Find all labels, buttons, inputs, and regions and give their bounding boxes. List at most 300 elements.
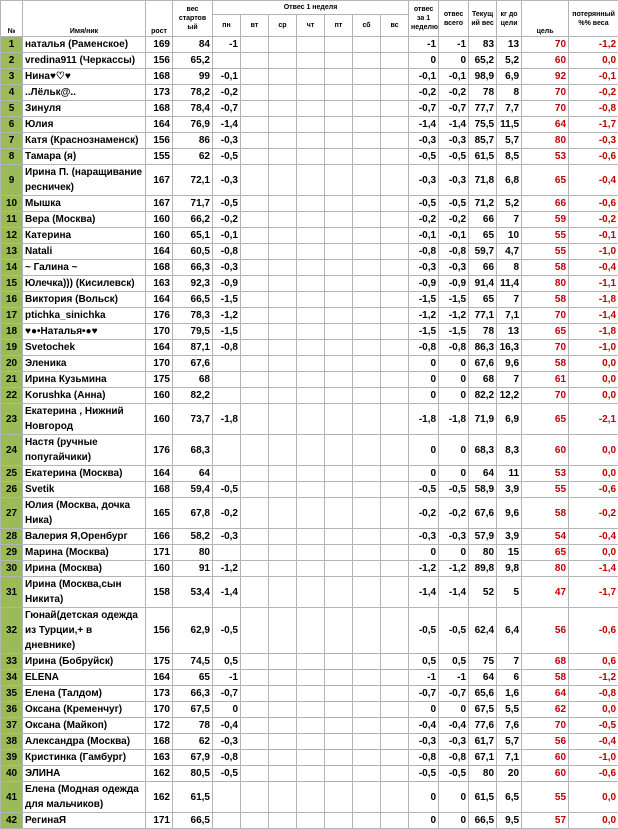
monday-cell: -1,8 (213, 404, 241, 435)
table-row (1, 718, 618, 734)
lost-pct-cell: -0,8 (569, 686, 618, 702)
kg-to-goal-cell: 7 (497, 212, 522, 228)
current-weight-cell: 67,6 (469, 498, 497, 529)
wednesday-cell (269, 466, 297, 482)
table-row (1, 577, 618, 608)
tuesday-cell (241, 498, 269, 529)
participant-name: Мышка (23, 196, 146, 212)
height-cell: 168 (146, 482, 173, 498)
tuesday-cell (241, 308, 269, 324)
row-number: 1 (1, 37, 23, 53)
thursday-cell (297, 545, 325, 561)
goal-cell: 62 (522, 702, 569, 718)
thursday-cell (297, 750, 325, 766)
goal-cell: 47 (522, 577, 569, 608)
lost-pct-cell: -0,6 (569, 196, 618, 212)
table-row (1, 372, 618, 388)
total-loss-cell: 0,5 (439, 654, 469, 670)
thursday-cell (297, 734, 325, 750)
table-row (1, 228, 618, 244)
row-number: 41 (1, 782, 23, 813)
saturday-cell (353, 292, 381, 308)
goal-cell: 80 (522, 133, 569, 149)
total-loss-cell: -1,2 (439, 308, 469, 324)
table-row (1, 324, 618, 340)
monday-cell (213, 435, 241, 466)
monday-cell: -0,3 (213, 529, 241, 545)
header-name: Имя/ник (23, 1, 146, 37)
total-loss-cell: -1,2 (439, 561, 469, 577)
monday-cell: -0,1 (213, 228, 241, 244)
tuesday-cell (241, 101, 269, 117)
wednesday-cell (269, 292, 297, 308)
table-row (1, 53, 618, 69)
current-weight-cell: 68,3 (469, 435, 497, 466)
row-number: 27 (1, 498, 23, 529)
friday-cell (325, 686, 353, 702)
start-weight-cell: 84 (173, 37, 213, 53)
thursday-cell (297, 482, 325, 498)
height-cell: 170 (146, 702, 173, 718)
goal-cell: 55 (522, 482, 569, 498)
row-number: 14 (1, 260, 23, 276)
kg-to-goal-cell: 13 (497, 37, 522, 53)
thursday-cell (297, 372, 325, 388)
friday-cell (325, 324, 353, 340)
total-loss-cell: 0 (439, 782, 469, 813)
height-cell: 158 (146, 577, 173, 608)
friday-cell (325, 356, 353, 372)
week-loss-cell: 0 (409, 545, 439, 561)
thursday-cell (297, 85, 325, 101)
participant-name: ptichka_sinichka (23, 308, 146, 324)
goal-cell: 65 (522, 545, 569, 561)
table-row (1, 498, 618, 529)
lost-pct-cell: -0,4 (569, 260, 618, 276)
goal-cell: 53 (522, 466, 569, 482)
header-day: чт (297, 15, 325, 37)
height-cell: 160 (146, 212, 173, 228)
saturday-cell (353, 782, 381, 813)
start-weight-cell: 66,3 (173, 686, 213, 702)
table-row (1, 133, 618, 149)
friday-cell (325, 654, 353, 670)
week-loss-cell: -0,2 (409, 212, 439, 228)
goal-cell: 64 (522, 117, 569, 133)
lost-pct-cell: -0,2 (569, 85, 618, 101)
kg-to-goal-cell: 7,7 (497, 101, 522, 117)
total-loss-cell: -0,8 (439, 750, 469, 766)
saturday-cell (353, 750, 381, 766)
table-row (1, 561, 618, 577)
week-loss-cell: 0 (409, 388, 439, 404)
wednesday-cell (269, 133, 297, 149)
tuesday-cell (241, 372, 269, 388)
week-loss-cell: -0,5 (409, 766, 439, 782)
sunday-cell (381, 750, 409, 766)
current-weight-cell: 80 (469, 766, 497, 782)
saturday-cell (353, 686, 381, 702)
start-weight-cell: 78,3 (173, 308, 213, 324)
monday-cell: -0,9 (213, 276, 241, 292)
start-weight-cell: 67,9 (173, 750, 213, 766)
header-day: ср (269, 15, 297, 37)
row-number: 28 (1, 529, 23, 545)
thursday-cell (297, 561, 325, 577)
monday-cell: -0,5 (213, 196, 241, 212)
table-row (1, 69, 618, 85)
current-weight-cell: 71,2 (469, 196, 497, 212)
height-cell: 164 (146, 466, 173, 482)
start-weight-cell: 86 (173, 133, 213, 149)
lost-pct-cell: 0,0 (569, 53, 618, 69)
header-day: пт (325, 15, 353, 37)
thursday-cell (297, 388, 325, 404)
wednesday-cell (269, 340, 297, 356)
monday-cell: -0,8 (213, 750, 241, 766)
total-loss-cell: -0,8 (439, 244, 469, 260)
total-loss-cell: 0 (439, 435, 469, 466)
start-weight-cell: 62 (173, 734, 213, 750)
kg-to-goal-cell: 7,1 (497, 308, 522, 324)
monday-cell (213, 545, 241, 561)
kg-to-goal-cell: 4,7 (497, 244, 522, 260)
thursday-cell (297, 686, 325, 702)
saturday-cell (353, 165, 381, 196)
saturday-cell (353, 545, 381, 561)
lost-pct-cell: -1,7 (569, 117, 618, 133)
thursday-cell (297, 670, 325, 686)
lost-pct-cell: -0,8 (569, 101, 618, 117)
total-loss-cell: -0,3 (439, 133, 469, 149)
height-cell: 160 (146, 561, 173, 577)
wednesday-cell (269, 545, 297, 561)
week-loss-cell: -0,7 (409, 686, 439, 702)
start-weight-cell: 71,7 (173, 196, 213, 212)
current-weight-cell: 78 (469, 85, 497, 101)
table-row (1, 340, 618, 356)
participant-name: Вера (Москва) (23, 212, 146, 228)
current-weight-cell: 59,7 (469, 244, 497, 260)
sunday-cell (381, 782, 409, 813)
lost-pct-cell: -1,0 (569, 340, 618, 356)
total-loss-cell: -0,9 (439, 276, 469, 292)
friday-cell (325, 466, 353, 482)
week-loss-cell: -0,3 (409, 529, 439, 545)
tuesday-cell (241, 356, 269, 372)
lost-pct-cell: 0,0 (569, 388, 618, 404)
participant-name: Ирина Кузьмина (23, 372, 146, 388)
kg-to-goal-cell: 1,6 (497, 686, 522, 702)
table-row (1, 308, 618, 324)
wednesday-cell (269, 482, 297, 498)
friday-cell (325, 276, 353, 292)
goal-cell: 58 (522, 356, 569, 372)
start-weight-cell: 61,5 (173, 782, 213, 813)
header-week-title: Отвес 1 неделя (213, 1, 409, 15)
goal-cell: 55 (522, 228, 569, 244)
start-weight-cell: 65,2 (173, 53, 213, 69)
lost-pct-cell: 0,6 (569, 654, 618, 670)
total-loss-cell: 0 (439, 356, 469, 372)
participant-name: Ирина (Москва) (23, 561, 146, 577)
wednesday-cell (269, 149, 297, 165)
thursday-cell (297, 356, 325, 372)
participant-name: Виктория (Вольск) (23, 292, 146, 308)
sunday-cell (381, 212, 409, 228)
wednesday-cell (269, 69, 297, 85)
wednesday-cell (269, 435, 297, 466)
table-row (1, 260, 618, 276)
table-row (1, 670, 618, 686)
tuesday-cell (241, 404, 269, 435)
kg-to-goal-cell: 16,3 (497, 340, 522, 356)
sunday-cell (381, 577, 409, 608)
tuesday-cell (241, 766, 269, 782)
week-loss-cell: -0,3 (409, 165, 439, 196)
table-row (1, 117, 618, 133)
thursday-cell (297, 435, 325, 466)
lost-pct-cell: -1,2 (569, 670, 618, 686)
kg-to-goal-cell: 15 (497, 545, 522, 561)
current-weight-cell: 82,2 (469, 388, 497, 404)
lost-pct-cell: -0,6 (569, 766, 618, 782)
saturday-cell (353, 372, 381, 388)
kg-to-goal-cell: 7 (497, 372, 522, 388)
tuesday-cell (241, 388, 269, 404)
thursday-cell (297, 196, 325, 212)
height-cell: 173 (146, 85, 173, 101)
table-row (1, 165, 618, 196)
week-loss-cell: -0,3 (409, 133, 439, 149)
friday-cell (325, 813, 353, 829)
lost-pct-cell: -1,2 (569, 37, 618, 53)
tuesday-cell (241, 813, 269, 829)
thursday-cell (297, 498, 325, 529)
height-cell: 168 (146, 69, 173, 85)
table-row (1, 292, 618, 308)
monday-cell (213, 813, 241, 829)
thursday-cell (297, 782, 325, 813)
saturday-cell (353, 529, 381, 545)
table-body (1, 37, 618, 829)
wednesday-cell (269, 766, 297, 782)
friday-cell (325, 244, 353, 260)
wednesday-cell (269, 37, 297, 53)
sunday-cell (381, 292, 409, 308)
sunday-cell (381, 529, 409, 545)
table-row (1, 276, 618, 292)
total-loss-cell: -0,4 (439, 718, 469, 734)
friday-cell (325, 404, 353, 435)
kg-to-goal-cell: 9,5 (497, 813, 522, 829)
participant-name: Ирина (Бобруйск) (23, 654, 146, 670)
goal-cell: 58 (522, 498, 569, 529)
current-weight-cell: 61,7 (469, 734, 497, 750)
participant-name: Natali (23, 244, 146, 260)
height-cell: 171 (146, 813, 173, 829)
sunday-cell (381, 372, 409, 388)
sunday-cell (381, 766, 409, 782)
week-loss-cell: -0,5 (409, 196, 439, 212)
saturday-cell (353, 356, 381, 372)
saturday-cell (353, 69, 381, 85)
sunday-cell (381, 165, 409, 196)
total-loss-cell: -1,4 (439, 577, 469, 608)
saturday-cell (353, 149, 381, 165)
week-loss-cell: -0,8 (409, 750, 439, 766)
start-weight-cell: 65,1 (173, 228, 213, 244)
current-weight-cell: 75,5 (469, 117, 497, 133)
header-current-weight: Текущ ий вес (469, 1, 497, 37)
participant-name: Svetik (23, 482, 146, 498)
saturday-cell (353, 324, 381, 340)
saturday-cell (353, 608, 381, 654)
tuesday-cell (241, 324, 269, 340)
sunday-cell (381, 813, 409, 829)
table-row (1, 545, 618, 561)
wednesday-cell (269, 308, 297, 324)
saturday-cell (353, 670, 381, 686)
total-loss-cell: -0,7 (439, 101, 469, 117)
week-loss-cell: -1 (409, 37, 439, 53)
kg-to-goal-cell: 7 (497, 292, 522, 308)
lost-pct-cell: -0,6 (569, 149, 618, 165)
start-weight-cell: 58,2 (173, 529, 213, 545)
row-number: 17 (1, 308, 23, 324)
table-row (1, 750, 618, 766)
goal-cell: 70 (522, 37, 569, 53)
header-start-weight: вес стартов ый (173, 1, 213, 37)
week-loss-cell: -1,4 (409, 117, 439, 133)
monday-cell: -0,8 (213, 244, 241, 260)
row-number: 32 (1, 608, 23, 654)
start-weight-cell: 68,3 (173, 435, 213, 466)
kg-to-goal-cell: 5,7 (497, 734, 522, 750)
current-weight-cell: 62,4 (469, 608, 497, 654)
week-loss-cell: 0 (409, 435, 439, 466)
kg-to-goal-cell: 5,2 (497, 53, 522, 69)
current-weight-cell: 61,5 (469, 149, 497, 165)
monday-cell (213, 356, 241, 372)
height-cell: 164 (146, 244, 173, 260)
table-row (1, 766, 618, 782)
wednesday-cell (269, 212, 297, 228)
week-loss-cell: 0 (409, 782, 439, 813)
height-cell: 170 (146, 356, 173, 372)
total-loss-cell: -0,8 (439, 340, 469, 356)
thursday-cell (297, 577, 325, 608)
goal-cell: 60 (522, 53, 569, 69)
row-number: 30 (1, 561, 23, 577)
height-cell: 162 (146, 782, 173, 813)
row-number: 39 (1, 750, 23, 766)
tuesday-cell (241, 577, 269, 608)
lost-pct-cell: -0,2 (569, 498, 618, 529)
row-number: 18 (1, 324, 23, 340)
row-number: 37 (1, 718, 23, 734)
total-loss-cell: -0,5 (439, 482, 469, 498)
total-loss-cell: -0,3 (439, 734, 469, 750)
kg-to-goal-cell: 5,2 (497, 196, 522, 212)
sunday-cell (381, 196, 409, 212)
sunday-cell (381, 498, 409, 529)
goal-cell: 60 (522, 766, 569, 782)
total-loss-cell: 0 (439, 466, 469, 482)
week-loss-cell: 0 (409, 356, 439, 372)
wednesday-cell (269, 529, 297, 545)
start-weight-cell: 99 (173, 69, 213, 85)
height-cell: 156 (146, 133, 173, 149)
current-weight-cell: 52 (469, 577, 497, 608)
current-weight-cell: 66,5 (469, 813, 497, 829)
row-number: 5 (1, 101, 23, 117)
current-weight-cell: 85,7 (469, 133, 497, 149)
tuesday-cell (241, 718, 269, 734)
height-cell: 173 (146, 686, 173, 702)
week-loss-cell: -0,7 (409, 101, 439, 117)
tuesday-cell (241, 133, 269, 149)
participant-name: Екатерина (Москва) (23, 466, 146, 482)
goal-cell: 55 (522, 244, 569, 260)
kg-to-goal-cell: 3,9 (497, 529, 522, 545)
sunday-cell (381, 466, 409, 482)
total-loss-cell: -1 (439, 670, 469, 686)
thursday-cell (297, 813, 325, 829)
thursday-cell (297, 404, 325, 435)
kg-to-goal-cell: 6,9 (497, 69, 522, 85)
wednesday-cell (269, 260, 297, 276)
total-loss-cell: -0,5 (439, 196, 469, 212)
wednesday-cell (269, 404, 297, 435)
tuesday-cell (241, 196, 269, 212)
saturday-cell (353, 340, 381, 356)
row-number: 19 (1, 340, 23, 356)
sunday-cell (381, 260, 409, 276)
total-loss-cell: -1,8 (439, 404, 469, 435)
friday-cell (325, 702, 353, 718)
lost-pct-cell: 0,0 (569, 782, 618, 813)
tuesday-cell (241, 435, 269, 466)
friday-cell (325, 372, 353, 388)
participant-name: Гюнай(детская одежда из Турции,+ в дневнике) (23, 608, 146, 654)
row-number: 35 (1, 686, 23, 702)
participant-name: Екатерина , Нижний Новгород (23, 404, 146, 435)
height-cell: 160 (146, 404, 173, 435)
friday-cell (325, 308, 353, 324)
kg-to-goal-cell: 7,1 (497, 750, 522, 766)
saturday-cell (353, 117, 381, 133)
total-loss-cell: -0,5 (439, 608, 469, 654)
start-weight-cell: 79,5 (173, 324, 213, 340)
sunday-cell (381, 276, 409, 292)
thursday-cell (297, 117, 325, 133)
kg-to-goal-cell: 13 (497, 324, 522, 340)
friday-cell (325, 766, 353, 782)
kg-to-goal-cell: 6,5 (497, 782, 522, 813)
wednesday-cell (269, 356, 297, 372)
participant-name: Юлечка))) (Кисилевск) (23, 276, 146, 292)
monday-cell: -0,2 (213, 212, 241, 228)
current-weight-cell: 67,1 (469, 750, 497, 766)
sunday-cell (381, 686, 409, 702)
goal-cell: 70 (522, 85, 569, 101)
start-weight-cell: 80 (173, 545, 213, 561)
saturday-cell (353, 718, 381, 734)
goal-cell: 60 (522, 750, 569, 766)
lost-pct-cell: -0,6 (569, 482, 618, 498)
participant-name: Svetochek (23, 340, 146, 356)
